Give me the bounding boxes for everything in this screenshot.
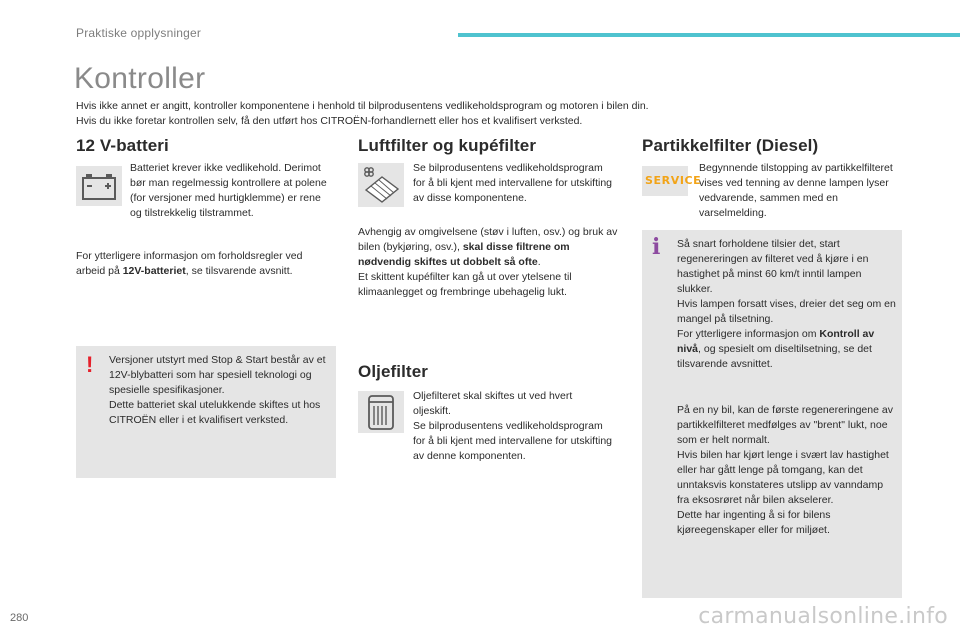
oilfilter-text-2: Se bilprodusentens vedlikeholdsprogram for å bli kjent med intervallene for utskifting av denne komponenten. [413,420,613,462]
service-lamp-icon: SERVICE [645,174,702,187]
oilfilter-heading: Oljefilter [358,362,428,381]
intro-line-2: Hvis du ikke foretar kontrollen selv, få den utført hos CITROËN-forhandlernett eller hos et kvalifisert verksted. [76,115,583,127]
battery-more-post: , se tilsvarende avsnitt. [185,265,293,277]
particle-info-p1: Så snart forholdene tilsier det, start regenereringen av filteret ved å kjøre i en hastighet på minst 60 km/t inntil lampen slukker. [677,238,869,295]
airfilter-description: Se bilprodusentens vedlikeholdsprogram for å bli kjent med intervallene for utskifting av disse komponentene. [413,162,613,204]
particle-info-text-2 [677,403,897,538]
battery-more-info [76,249,328,279]
battery-heading: 12 V-batteri [76,136,169,155]
oilfilter-description [413,389,613,464]
particle-info-p3-post: , og spesielt om diseltilsetning, se det tilsvarende avsnittet. [677,343,872,370]
particle-info-p6: Dette har ingenting å si for bilens kjøreegenskaper eller for miljøet. [677,509,831,536]
watermark: carmanualsonline.info [698,604,948,629]
particle-info-p5: Hvis bilen har kjørt lenge i svært lav hastighet eller har gått lenge på tomgang, kan det unntaksvis konstateres utslipp av vanndamp fra eksosrøret når bilen akselerer. [677,449,889,506]
info-icon: i [652,234,661,260]
airfilter-heading: Luftfilter og kupéfilter [358,136,537,155]
intro-text [76,99,936,129]
airfilter-more-info [358,225,624,300]
battery-more-pre: For ytterligere informasjon om forholdsregler ved arbeid på [76,250,303,277]
page-title: Kontroller [74,62,206,95]
page-number: 280 [10,612,29,624]
section-label: Praktiske opplysninger [76,26,202,40]
particle-info-p2: Hvis lampen forsatt vises, dreier det seg om en mangel på tilsetning. [677,298,896,325]
oil-filter-icon [358,391,404,433]
particle-heading: Partikkelfilter (Diesel) [642,136,819,155]
battery-description: Batteriet krever ikke vedlikehold. Derimot bør man regelmessig kontrollere at polene (for versjoner med hurtigklemme) er rene og tilstrekkelig tilstrammet. [130,162,327,219]
particle-info-p3-bold: Kontroll av nivå [677,328,875,355]
particle-info-p3 [677,327,897,372]
oilfilter-text-1: Oljefilteret skal skiftes ut ved hvert oljeskift. [413,390,573,417]
airfilter-more-bold: skal disse filtrene om nødvendig skiftes ut dobbelt så ofte [358,241,570,268]
particle-info-p3-pre: For ytterligere informasjon om [677,328,820,340]
particle-description: Begynnende tilstopping av partikkelfilteret vises ved tenning av denne lampen lyser vedvarende, sammen med en varselmelding. [699,162,893,219]
airfilter-more-pre: Avhengig av omgivelsene (støv i luften, osv.) og bruk av bilen (bykjøring, osv.), [358,226,618,253]
particle-info-p4: På en ny bil, kan de første regenereringene av partikkelfilteret medfølges av "brent" lukt, noe som er helt normalt. [677,404,893,446]
air-filter-icon [358,163,404,207]
header-accent-bar [458,33,960,37]
battery-warning-p1: Versjoner utstyrt med Stop & Start består av et 12V-blybatteri som har spesiell teknologi og spesielle spesifikasjoner. [109,354,326,396]
intro-line-1: Hvis ikke annet er angitt, kontroller komponentene i henhold til bilprodusentens vedlikeholdsprogram og motoren i bilen din. [76,100,649,112]
airfilter-more-2: Et skittent kupéfilter kan gå ut over ytelsene til klimaanlegget og frembringe ubehagelig lukt. [358,271,572,298]
airfilter-more-post: . [537,256,541,268]
battery-icon [76,166,122,206]
battery-warning-text [109,353,327,428]
airfilter-more-paragraph [358,225,624,270]
battery-warning-p2: Dette batteriet skal utelukkende skiftes ut hos CITROËN eller i et kvalifisert verksted. [109,399,321,426]
warning-exclamation-icon: ! [86,352,94,377]
battery-more-bold: 12V-batteriet [122,265,186,277]
particle-info-text [677,237,897,372]
